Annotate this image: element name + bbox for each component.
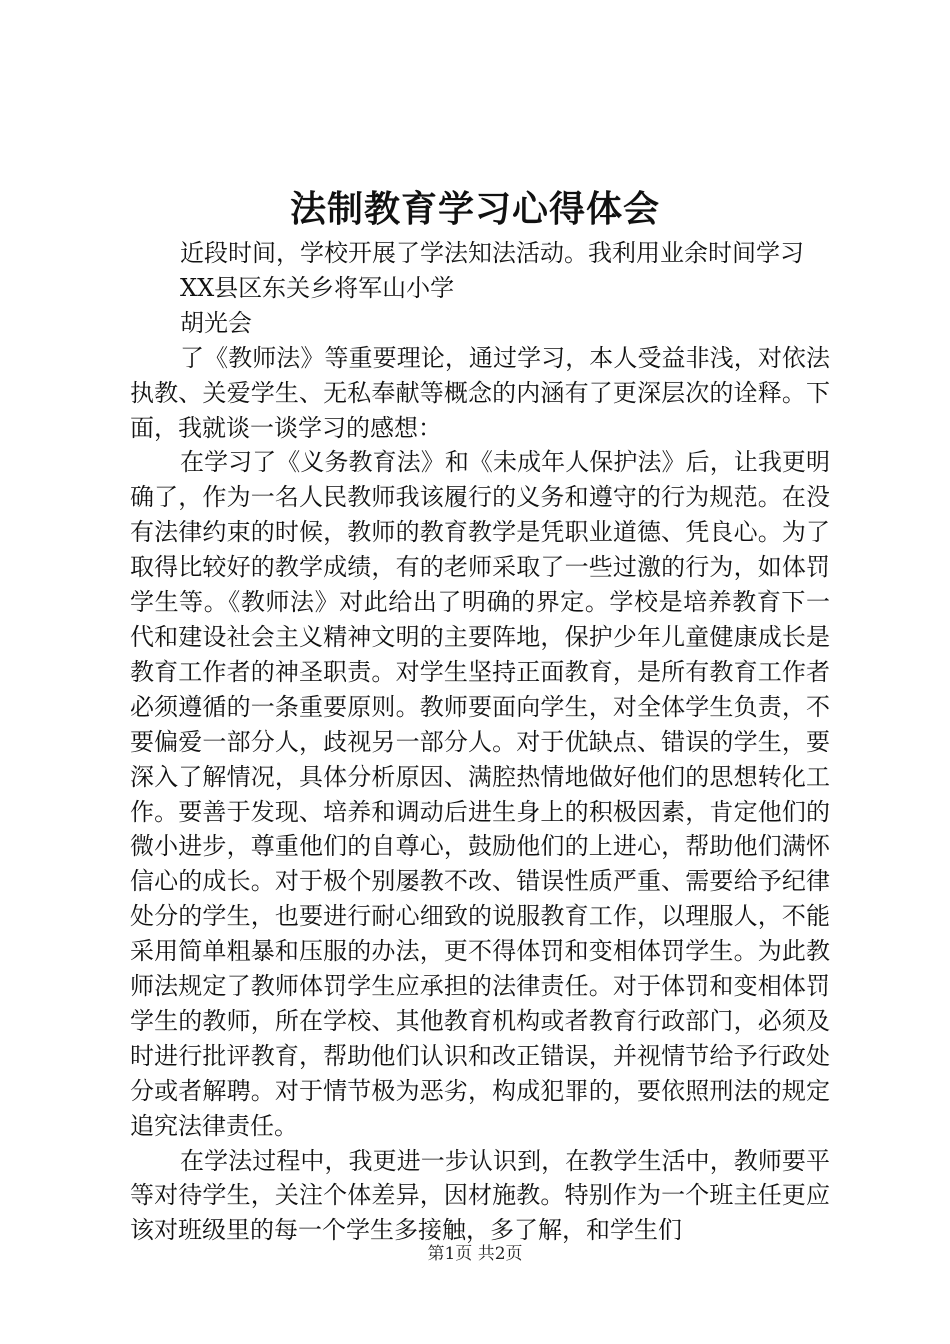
document-title: 法制教育学习心得体会 <box>289 188 660 230</box>
paragraph-closing: 在学法过程中，我更进一步认识到，在教学生活中，教师要平等对待学生，关注个体差异，因材施教。特别作为一个班主任更应该对班级里的每一个学生多接触，多了解，和学生们 <box>130 1146 830 1245</box>
author-name: 胡光会 <box>180 308 252 337</box>
paragraph-main: 在学习了《义务教育法》和《未成年人保护法》后，让我更明确了，作为一名人民教师我该履行的义务和遵守的行为规范。在没有法律约束的时候，教师的教育教学是凭职业道德、凭良心。为了取得比较好的教学成绩，有的老师采取了一些过激的行为，如体罚学生等。《教师法》对此给出了明确的界定。学校是培养教育下一代和建设社会主义精神文明的主要阵地，保护少年儿童健康成长是教育工作者的神圣职责。对学生坚持正面教育，是所有教育工作者必须遵循的一条重要原则。教师要面向学生，对全体学生负责，不要偏爱一部分人，歧视另一部分人。对于优缺点、错误的学生，要深入了解情况，具体分析原因、满腔热情地做好他们的思想转化工作。要善于发现、培养和调动后进生身上的积极因素，肯定他们的微小进步，尊重他们的自尊心，鼓励他们的上进心，帮助他们满怀信心的成长。对于极个别屡教不改、错误性质严重、需要给予纪律处分的学生，也要进行耐心细致的说服教育工作，以理服人，不能采用简单粗暴和压服的办法，更不得体罚和变相体罚学生。为此教师法规定了教师体罚学生应承担的法律责任。对于体罚和变相体罚学生的教师，所在学校、其他教育机构或者教育行政部门，必须及时进行批评教育，帮助他们认识和改正错误，并视情节给予行政处分或者解聘。对于情节极为恶劣，构成犯罪的，要依照刑法的规定追究法律责任。 <box>130 448 830 1140</box>
school-name: XX县区东关乡将军山小学 <box>180 273 455 302</box>
page-footer: 第1页 共2页 <box>427 1244 523 1264</box>
paragraph-intro: 近段时间，学校开展了学法知法活动。我利用业余时间学习 <box>180 239 804 267</box>
document-body <box>130 236 830 1248</box>
paragraph-continuation: 了《教师法》等重要理论，通过学习，本人受益非浅，对依法执教、关爱学生、无私奉献等概念的内涵有了更深层次的诠释。下面，我就谈一谈学习的感想： <box>130 343 830 442</box>
